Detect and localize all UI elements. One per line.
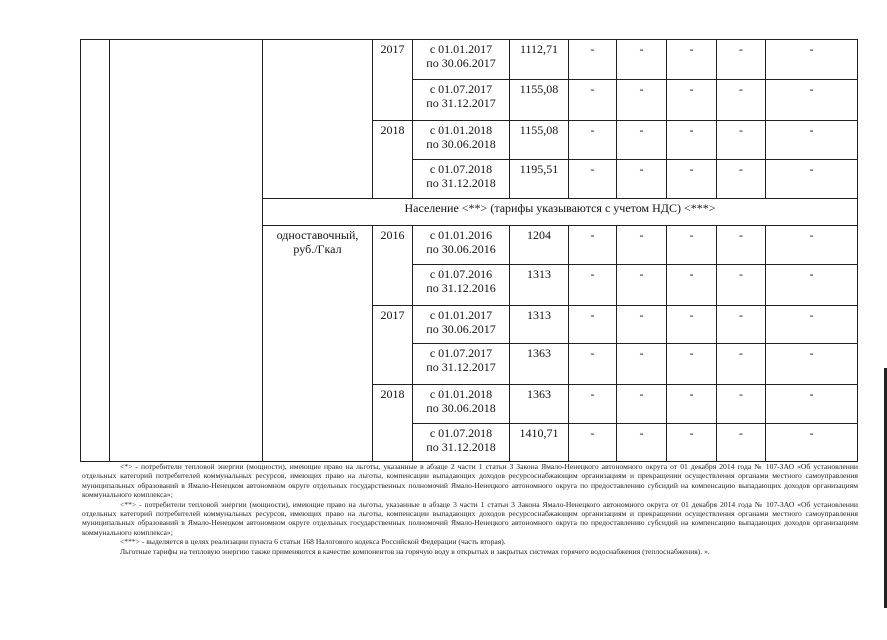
price-cell: 1155,08 [510, 121, 569, 160]
period-cell: с 01.07.2017 по 31.12.2017 [413, 344, 510, 385]
dash-cell: - [569, 424, 617, 462]
price-cell: 1363 [510, 385, 569, 424]
dash-cell: - [667, 121, 717, 160]
period-cell: с 01.07.2017 по 31.12.2017 [413, 80, 510, 121]
footnote-3: <***> - выделяется в целях реализации пункта 6 статьи 168 Налогового кодекса Российской Федерации (часть вторая). [120, 537, 506, 547]
period-cell: с 01.01.2016 по 30.06.2016 [413, 226, 510, 265]
dash-cell: - [667, 40, 717, 80]
year-cell: 2017 [373, 40, 413, 121]
dash-cell: - [766, 40, 858, 80]
dash-cell: - [717, 306, 766, 344]
dash-cell: - [766, 424, 858, 462]
dash-cell: - [717, 40, 766, 80]
dash-cell: - [569, 306, 617, 344]
period-cell: с 01.07.2018 по 31.12.2018 [413, 160, 510, 199]
dash-cell: - [617, 306, 667, 344]
footnote-4: Льготные тарифы на тепловую энергию также применяются в качестве компонентов на горячую воду в открытых и закрытых системах горячего водоснабжения (теплоснабжения). ». [120, 546, 710, 556]
dash-cell: - [766, 265, 858, 306]
dash-cell: - [569, 226, 617, 265]
dash-cell: - [667, 265, 717, 306]
dash-cell: - [617, 424, 667, 462]
footnote-2: <**> - потребители тепловой энергии (мощности), имеющие право на льготы, указанные в абзаце 3 части 1 статьи 3 Закона Ямало-Ненецкого автономного округа от 01 декабря 2014 года № 107-ЗАО «Об установлении отдельных категорий потребителей коммунальных ресурсов, имеющих право на льготы, компенсации выпадающих доходов ресурсоснабжающим организациям и прекращении осуществления органами местного самоуправления муниципальных образований в Ямало-Ненецком автономном округе отдельных государственных полномочий Ямало-Ненецкого автономного округа по предоставлению субсидий на компенсацию выпадающих доходов организациям коммунального комплекса»; [82, 499, 858, 537]
dash-cell: - [569, 385, 617, 424]
dash-cell: - [569, 160, 617, 199]
empty-cell [263, 40, 373, 199]
price-cell: 1204 [510, 226, 569, 265]
year-cell: 2018 [373, 121, 413, 199]
dash-cell: - [717, 424, 766, 462]
tariff-table [80, 39, 858, 462]
dash-cell: - [667, 306, 717, 344]
dash-cell: - [617, 121, 667, 160]
period-cell: с 01.07.2018 по 31.12.2018 [413, 424, 510, 462]
period-cell: с 01.01.2017 по 30.06.2017 [413, 306, 510, 344]
price-cell: 1155,08 [510, 80, 569, 121]
dash-cell: - [667, 424, 717, 462]
price-cell: 1313 [510, 265, 569, 306]
dash-cell: - [667, 385, 717, 424]
empty-cell [81, 40, 110, 462]
dash-cell: - [667, 226, 717, 265]
section-header: Население <**> (тарифы указываются с учетом НДС) <***> [263, 199, 858, 226]
dash-cell: - [617, 385, 667, 424]
dash-cell: - [667, 80, 717, 121]
dash-cell: - [667, 160, 717, 199]
year-cell: 2017 [373, 306, 413, 385]
dash-cell: - [667, 344, 717, 385]
dash-cell: - [617, 160, 667, 199]
period-cell: с 01.07.2016 по 31.12.2016 [413, 265, 510, 306]
footnotes [82, 462, 858, 556]
dash-cell: - [569, 40, 617, 80]
dash-cell: - [766, 344, 858, 385]
period-cell: с 01.01.2017 по 30.06.2017 [413, 40, 510, 80]
dash-cell: - [766, 121, 858, 160]
dash-cell: - [717, 344, 766, 385]
dash-cell: - [569, 121, 617, 160]
dash-cell: - [617, 80, 667, 121]
dash-cell: - [766, 306, 858, 344]
period-cell: с 01.01.2018 по 30.06.2018 [413, 121, 510, 160]
tariff-category-cell: одноставочный, руб./Гкал [263, 226, 373, 462]
dash-cell: - [617, 265, 667, 306]
dash-cell: - [766, 226, 858, 265]
dash-cell: - [717, 121, 766, 160]
dash-cell: - [617, 40, 667, 80]
price-cell: 1313 [510, 306, 569, 344]
dash-cell: - [617, 344, 667, 385]
year-cell: 2018 [373, 385, 413, 462]
dash-cell: - [717, 265, 766, 306]
dash-cell: - [717, 226, 766, 265]
dash-cell: - [766, 80, 858, 121]
dash-cell: - [766, 385, 858, 424]
dash-cell: - [569, 80, 617, 121]
period-cell: с 01.01.2018 по 30.06.2018 [413, 385, 510, 424]
year-cell: 2016 [373, 226, 413, 306]
price-cell: 1410,71 [510, 424, 569, 462]
dash-cell: - [717, 385, 766, 424]
dash-cell: - [766, 160, 858, 199]
price-cell: 1363 [510, 344, 569, 385]
footnote-1: <*> - потребители тепловой энергии (мощности), имеющие право на льготы, указанные в абзаце 2 части 1 статьи 3 Закона Ямало-Ненецкого автономного округа от 01 декабря 2014 года № 107-ЗАО «Об установлении отдельных категорий потребителей коммунальных ресурсов, имеющих право на льготы, компенсации выпадающих доходов ресурсоснабжающим организациям и прекращении осуществления органами местного самоуправления муниципальных образований в Ямало-Ненецком автономном округе отдельных государственных полномочий Ямало-Ненецкого автономного округа по предоставлению субсидий на компенсацию выпадающих доходов организациям коммунального комплекса»; [82, 462, 858, 500]
price-cell: 1195,51 [510, 160, 569, 199]
dash-cell: - [617, 226, 667, 265]
empty-cell [110, 40, 263, 462]
price-cell: 1112,71 [510, 40, 569, 80]
dash-cell: - [569, 344, 617, 385]
dash-cell: - [717, 80, 766, 121]
dash-cell: - [569, 265, 617, 306]
dash-cell: - [717, 160, 766, 199]
table-row [81, 40, 858, 80]
